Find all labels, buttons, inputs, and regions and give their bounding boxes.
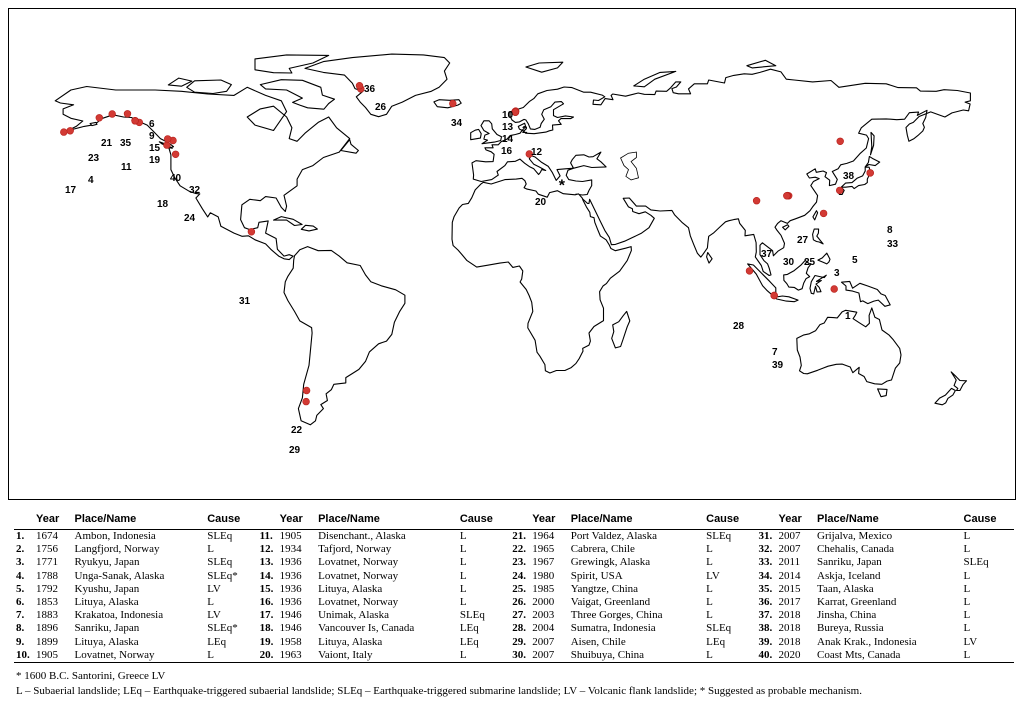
cell-num: 14.: [259, 569, 274, 582]
cell-year: 1965: [532, 543, 555, 556]
land-iceland: [434, 100, 461, 108]
cell-year: 1853: [36, 596, 58, 609]
header-cause: Cause: [459, 513, 493, 525]
land-hispaniola: [301, 225, 317, 231]
land-new-guinea: [842, 281, 891, 306]
table-row: [14, 622, 1014, 635]
cell-num: 25.: [512, 582, 526, 595]
site-label-24: 24: [184, 213, 196, 224]
cell-cause: L: [459, 556, 467, 569]
cell-year: 1985: [532, 582, 555, 595]
table-row: [14, 596, 1014, 609]
land-new-zealand-south: [935, 388, 956, 404]
header-place: Place/Name: [74, 513, 137, 525]
footnote-abbreviations: L – Subaerial landslide; LEq – Earthquake-triggered subaerial landslide; SLEq – Earthquake-triggered submarine landslide; LV – Volcanic flank landslide; * Suggested as probable mechanism.: [16, 685, 862, 697]
land-madagascar: [612, 311, 630, 348]
table-row: [14, 609, 1014, 622]
site-label-17: 17: [65, 185, 77, 196]
site-dot-33: [867, 170, 874, 177]
cell-cause: L: [459, 530, 467, 543]
world-map: [8, 8, 1016, 500]
cell-num: 31.: [758, 530, 773, 543]
cell-num: 33.: [758, 556, 773, 569]
cell-cause: L: [963, 543, 971, 556]
site-dot-18: [164, 142, 171, 149]
cell-cause: LEq: [706, 635, 726, 648]
cell-place: Krakatoa, Indonesia: [74, 609, 164, 622]
cell-place: Sanriku, Japan: [74, 622, 140, 635]
site-dot-19: [132, 117, 139, 124]
site-dot-23: [96, 114, 103, 121]
cell-cause: SLEq*: [207, 622, 238, 635]
cell-cause: L: [706, 582, 713, 595]
land-philippines-mindanao: [818, 253, 830, 264]
site-dot-29: [303, 398, 310, 405]
cell-num: 32.: [758, 543, 773, 556]
header-num: [510, 513, 530, 530]
cell-cause: L: [962, 649, 1014, 663]
table-row: [14, 556, 1014, 569]
cell-cause: LV: [207, 582, 221, 595]
land-taiwan: [813, 211, 818, 220]
site-label-31: 31: [239, 296, 251, 307]
cell-year: 2017: [778, 596, 801, 609]
cell-cause: SLEq: [706, 530, 732, 543]
cell-cause: LEq: [459, 622, 479, 635]
site-label-1: 1: [845, 311, 851, 322]
cell-cause: SLEq: [207, 530, 233, 543]
cell-num: 40.: [756, 649, 776, 663]
cell-cause: L: [706, 556, 713, 569]
header-cause: Cause: [207, 513, 241, 525]
cell-place: Unga-Sanak, Alaska: [74, 569, 165, 582]
land-sulawesi: [810, 275, 826, 294]
cell-year: 2011: [778, 556, 801, 569]
cell-num: 20.: [258, 649, 278, 663]
table-row: [14, 570, 1014, 583]
cell-year: 1958: [279, 635, 302, 648]
cell-place: Sumatra, Indonesia: [570, 622, 656, 635]
cell-place: Taan, Alaska: [817, 582, 874, 595]
cell-place: Ambon, Indonesia: [74, 530, 156, 543]
table-row: [14, 583, 1014, 596]
site-label-12: 12: [531, 147, 543, 158]
header-num: [14, 513, 34, 530]
header-cause: Cause: [706, 513, 740, 525]
footnote-santorini: * 1600 B.C. Santorini, Greece LV: [16, 670, 166, 682]
cell-place: Unimak, Alaska: [318, 609, 389, 622]
cell-year: 2000: [532, 596, 555, 609]
cell-cause: SLEq: [706, 622, 732, 635]
cell-num: 17.: [259, 609, 274, 622]
cell-year: 1934: [279, 543, 302, 556]
land-sri-lanka: [707, 253, 713, 264]
cell-cause: SLEq*: [207, 569, 238, 582]
cell-num: 34.: [758, 569, 773, 582]
site-dot-35: [124, 110, 131, 117]
cell-cause: L: [459, 543, 467, 556]
cell-year: 1946: [279, 622, 302, 635]
cell-cause: L: [963, 582, 971, 595]
cell-year: 1936: [279, 556, 302, 569]
cell-cause: LV: [207, 609, 221, 622]
site-label-27: 27: [797, 235, 809, 246]
event-table: [14, 513, 1014, 663]
site-dot-17: [60, 129, 67, 136]
site-label-8: 8: [887, 225, 893, 236]
site-label-37: 37: [761, 249, 773, 260]
cell-year: 2007: [532, 635, 555, 648]
cell-year: 1980: [532, 569, 555, 582]
cell-place: Karrat, Greenland: [817, 596, 897, 609]
cell-place: Ryukyu, Japan: [74, 556, 140, 569]
cell-cause: SLEq: [459, 609, 485, 622]
cell-num: 21.: [512, 530, 526, 543]
cell-year: 1967: [532, 556, 555, 569]
site-dot-4: [67, 127, 74, 134]
site-label-6: 6: [149, 119, 155, 130]
cell-year: 1936: [279, 596, 302, 609]
cell-year: 1896: [36, 622, 58, 635]
cell-year: 2020: [776, 649, 815, 663]
site-label-3: 3: [834, 268, 840, 279]
cell-num: 3.: [16, 556, 25, 569]
site-dot-31: [248, 228, 255, 235]
cell-num: 27.: [512, 609, 526, 622]
land-philippines-luzon: [813, 229, 824, 244]
header-num: [756, 513, 776, 530]
land-south-america: [284, 247, 405, 425]
cell-num: 9.: [16, 635, 25, 648]
cell-num: 36.: [758, 596, 773, 609]
cell-year: 1674: [36, 530, 58, 543]
cell-num: 26.: [512, 596, 526, 609]
cell-year: 1905: [279, 530, 302, 543]
cell-year: 1788: [36, 569, 58, 582]
cell-year: 2007: [778, 530, 801, 543]
cell-place: Sanriku, Japan: [817, 556, 882, 569]
header-place: Place/Name: [570, 513, 633, 525]
land-hainan: [783, 225, 789, 230]
header-year: Year: [778, 513, 802, 525]
cell-cause: L: [963, 530, 971, 543]
cell-num: 28.: [512, 622, 526, 635]
land-great-britain: [481, 121, 502, 144]
site-dot-5: [836, 187, 843, 194]
cell-num: 2.: [16, 543, 25, 556]
cell-cause: LEq: [459, 635, 479, 648]
cell-cause: LV: [963, 635, 978, 648]
cell-cause: L: [963, 569, 971, 582]
cell-num: 19.: [259, 635, 274, 648]
site-dot-24: [172, 151, 179, 158]
cell-num: 7.: [16, 609, 25, 622]
cell-num: 16.: [259, 596, 274, 609]
header-num: [258, 513, 278, 530]
cell-place: Three Gorges, China: [570, 609, 663, 622]
cell-num: 8.: [16, 622, 25, 635]
cell-num: 12.: [259, 543, 274, 556]
cell-cause: L: [963, 622, 971, 635]
site-label-32: 32: [189, 185, 201, 196]
cell-place: Grewingk, Alaska: [570, 556, 651, 569]
cell-place: Langfjord, Norway: [74, 543, 160, 556]
header-year: Year: [36, 513, 60, 525]
site-label-14: 14: [502, 134, 514, 145]
cell-place: Anak Krak., Indonesia: [817, 635, 917, 648]
cell-num: 1.: [16, 530, 25, 543]
cell-num: 29.: [512, 635, 526, 648]
cell-num: 30.: [510, 649, 530, 663]
cell-num: 39.: [758, 635, 773, 648]
cell-place: Shuibuya, China: [569, 649, 704, 663]
cell-num: 24.: [512, 569, 526, 582]
site-label-10: 10: [502, 110, 514, 121]
land-hokkaido: [865, 156, 880, 167]
cell-cause: SLEq: [207, 556, 233, 569]
site-dot-37: [753, 197, 760, 204]
site-label-26: 26: [375, 102, 387, 113]
cell-num: 10.: [14, 649, 34, 663]
cell-year: 2014: [778, 569, 801, 582]
cell-year: 2007: [530, 649, 569, 663]
cell-place: Lituya, Alaska: [318, 635, 383, 648]
land-severnaya-zemlya: [747, 60, 776, 68]
cell-place: Vaiont, Italy: [316, 649, 458, 663]
land-tasmania: [878, 389, 887, 397]
cell-num: 11.: [259, 530, 273, 543]
cell-place: Bureya, Russia: [817, 622, 884, 635]
cell-num: 38.: [758, 622, 773, 635]
cell-num: 37.: [758, 609, 773, 622]
cell-place: Vancouver Is, Canada: [318, 622, 415, 635]
cell-place: Lovatnet, Norway: [318, 596, 399, 609]
cell-cause: L: [205, 649, 257, 663]
cell-place: Kyushu, Japan: [74, 582, 140, 595]
cell-place: Lituya, Alaska: [74, 635, 139, 648]
cell-cause: L: [963, 596, 971, 609]
cell-year: 1946: [279, 609, 302, 622]
cell-year: 2018: [778, 622, 801, 635]
cell-cause: L: [963, 609, 971, 622]
site-label-18: 18: [157, 199, 169, 210]
cell-place: Lovatnet, Norway: [318, 556, 399, 569]
cell-place: Lovatnet, Norway: [318, 569, 399, 582]
site-dot-28: [746, 268, 753, 275]
cell-cause: SLEq: [963, 556, 989, 569]
site-dot-34: [449, 100, 456, 107]
site-label-13: 13: [502, 122, 514, 133]
site-label-4: 4: [88, 175, 94, 186]
site-label-5: 5: [852, 255, 858, 266]
cell-place: Spirit, USA: [570, 569, 623, 582]
site-label-33: 33: [887, 239, 899, 250]
cell-num: 6.: [16, 596, 25, 609]
site-label-40: 40: [170, 173, 182, 184]
land-victoria-island: [187, 80, 232, 94]
table-row: [14, 543, 1014, 556]
cell-cause: L: [459, 569, 467, 582]
site-dot-38: [837, 138, 844, 145]
cell-year: 1936: [279, 582, 302, 595]
cell-place: Yangtze, China: [570, 582, 639, 595]
site-dot-36: [356, 82, 363, 89]
site-label-7: 7: [772, 347, 778, 358]
cell-num: 18.: [259, 622, 274, 635]
site-label-39: 39: [772, 360, 784, 371]
site-label-2: 2: [522, 125, 528, 136]
cell-place: Coast Mts, Canada: [815, 649, 962, 663]
cell-cause: L: [704, 649, 756, 663]
table-row: [14, 649, 1014, 663]
site-label-22: 22: [291, 425, 303, 436]
cell-cause: L: [459, 582, 467, 595]
site-label-20: 20: [535, 197, 547, 208]
land-ireland: [471, 129, 482, 139]
cell-year: 2015: [778, 582, 801, 595]
land-aleutian-kodiak: [90, 122, 97, 125]
cell-year: 2003: [532, 609, 555, 622]
site-label-11: 11: [121, 162, 132, 173]
cell-place: Lituya, Alaska: [74, 596, 139, 609]
cell-year: 1963: [278, 649, 317, 663]
site-dot-21: [109, 111, 116, 118]
site-label-36: 36: [364, 84, 376, 95]
cell-num: 22.: [512, 543, 526, 556]
cell-cause: LEq: [207, 635, 227, 648]
cell-year: 2018: [778, 609, 801, 622]
cell-cause: L: [706, 596, 713, 609]
site-label-23: 23: [88, 153, 100, 164]
cell-year: 2004: [532, 622, 555, 635]
table-header-row: [14, 513, 1014, 530]
cell-year: 2007: [778, 543, 801, 556]
land-sakhalin: [871, 132, 875, 154]
cell-cause: L: [207, 596, 214, 609]
site-label-15: 15: [149, 143, 161, 154]
cell-place: Chehalis, Canada: [817, 543, 894, 556]
table-row: [14, 530, 1014, 544]
cell-place: Jinsha, China: [817, 609, 877, 622]
cell-cause: LV: [706, 569, 720, 582]
cell-year: 1883: [36, 609, 58, 622]
cell-place: Lovatnet, Norway: [73, 649, 206, 663]
site-dot-22: [303, 387, 310, 394]
cell-num: 35.: [758, 582, 773, 595]
cell-num: 5.: [16, 582, 25, 595]
header-cause: Cause: [963, 513, 997, 525]
cell-place: Aisen, Chile: [570, 635, 626, 648]
land-cuba: [274, 217, 303, 226]
site-dot-30: [783, 192, 790, 199]
cell-cause: L: [207, 543, 214, 556]
land-svalbard: [526, 62, 563, 72]
header-place: Place/Name: [817, 513, 879, 525]
land-novaya-zemlya: [634, 71, 676, 86]
cell-year: 1964: [532, 530, 555, 543]
cell-place: Askja, Iceland: [817, 569, 881, 582]
site-label-35: 35: [120, 138, 132, 149]
cell-year: 2018: [778, 635, 801, 648]
cell-place: Tafjord, Norway: [318, 543, 392, 556]
cell-place: Port Valdez, Alaska: [570, 530, 657, 543]
world-map-canvas: [9, 9, 1015, 499]
site-label-38: 38: [843, 171, 855, 182]
site-label-16: 16: [501, 146, 513, 157]
site-label-21: 21: [101, 138, 113, 149]
site-label-9: 9: [149, 131, 155, 142]
cell-year: 1899: [36, 635, 58, 648]
cell-place: Disenchant., Alaska: [318, 530, 406, 543]
cell-year: 1771: [36, 556, 58, 569]
site-label-30: 30: [783, 257, 795, 268]
cell-num: 15.: [259, 582, 274, 595]
cell-place: Vaigat, Greenland: [570, 596, 651, 609]
site-label-29: 29: [289, 445, 301, 456]
cell-cause: L: [706, 609, 713, 622]
table-row: [14, 636, 1014, 649]
cell-cause: L: [706, 543, 713, 556]
site-label-34: 34: [451, 118, 463, 129]
cell-year: 1792: [36, 582, 58, 595]
site-dot-39: [771, 292, 778, 299]
land-north-america: [55, 87, 350, 260]
site-dot-1: [831, 286, 838, 293]
cell-cause: L: [458, 649, 510, 663]
site-label-28: 28: [733, 321, 745, 332]
land-new-zealand-north: [951, 372, 966, 391]
site-dot-3: [820, 210, 827, 217]
cell-year: 1756: [36, 543, 58, 556]
land-banks-island: [168, 78, 192, 86]
cell-place: Grijalva, Mexico: [817, 530, 893, 543]
cell-year: 1936: [279, 569, 302, 582]
header-place: Place/Name: [318, 513, 380, 525]
cell-place: Cabrera, Chile: [570, 543, 635, 556]
header-year: Year: [279, 513, 303, 525]
site-dot-40: [164, 136, 171, 143]
header-year: Year: [532, 513, 556, 525]
site-label-25: 25: [804, 257, 816, 268]
santorini-star: *: [558, 177, 566, 195]
cell-place: Lituya, Alaska: [318, 582, 383, 595]
cell-num: 4.: [16, 569, 25, 582]
cell-num: 13.: [259, 556, 274, 569]
cell-num: 23.: [512, 556, 526, 569]
site-label-19: 19: [149, 155, 161, 166]
cell-year: 1905: [34, 649, 73, 663]
cell-cause: L: [459, 596, 467, 609]
